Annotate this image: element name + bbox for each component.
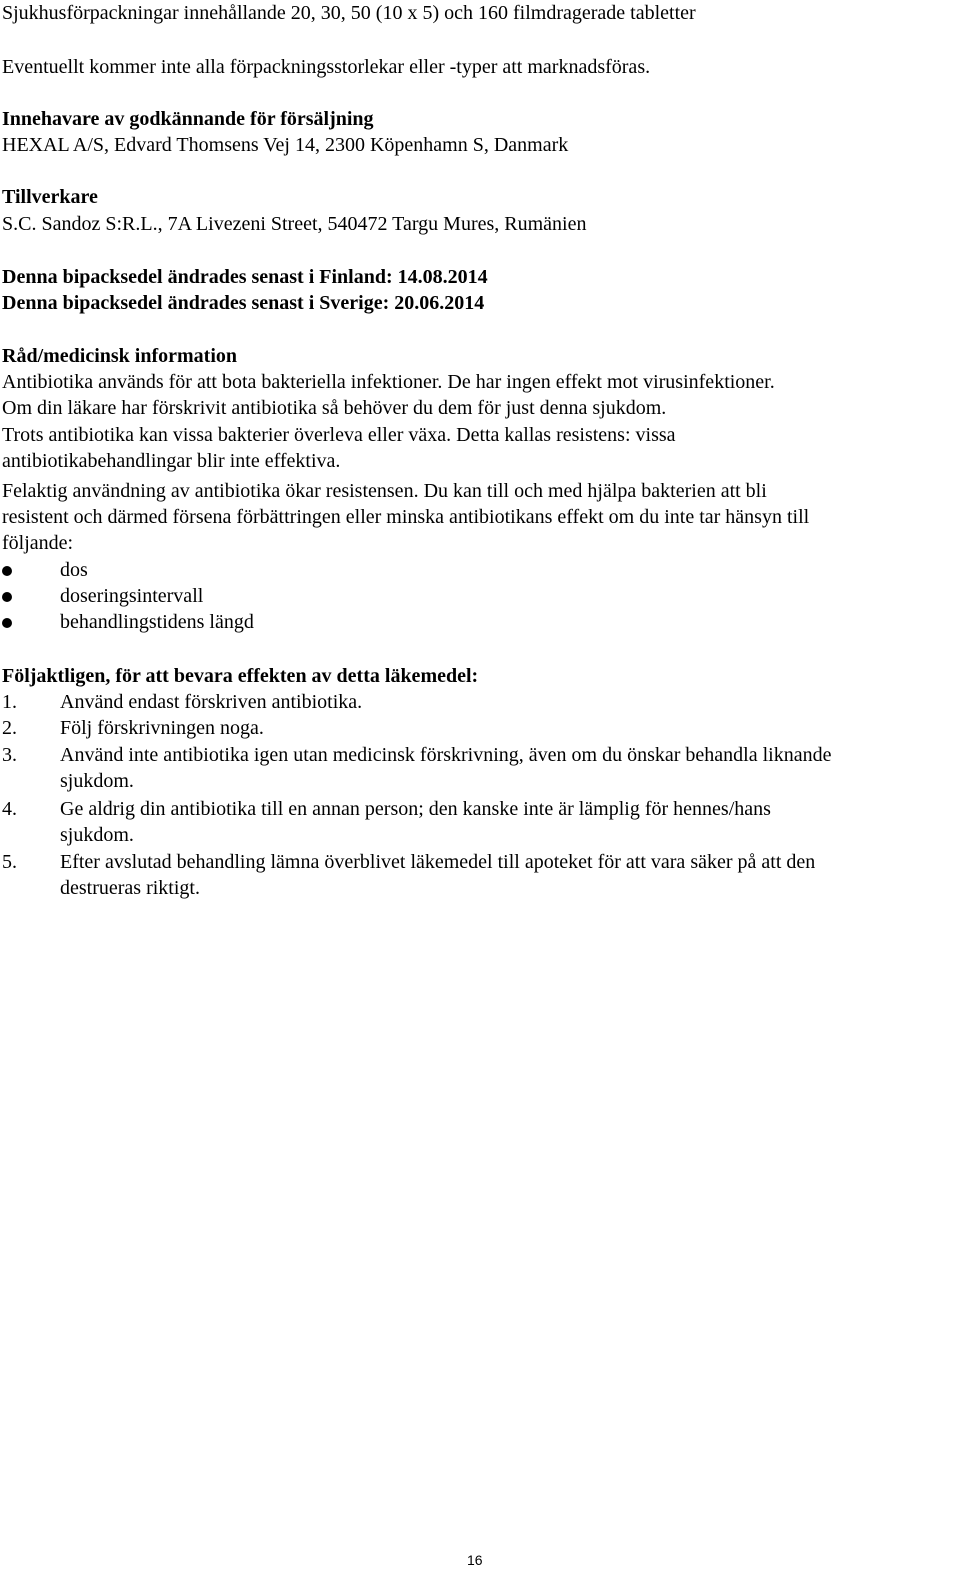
mah-heading: Innehavare av godkännande för försäljning — [2, 108, 374, 130]
mah-address: HEXAL A/S, Edvard Thomsens Vej 14, 2300 Köpenhamn S, Danmark — [2, 134, 569, 156]
pack-sizes-text: Sjukhusförpackningar innehållande 20, 30, 50 (10 x 5) och 160 filmdragerade tabletter — [2, 2, 696, 24]
list-item-text: sjukdom. — [60, 770, 134, 792]
advice-line: Felaktig användning av antibiotika ökar resistensen. Du kan till och med hjälpa bakterien att bli — [2, 480, 767, 502]
advice-line: resistent och därmed försena förbättringen eller minska antibiotikans effekt om du inte tar hänsyn till — [2, 506, 810, 528]
list-item-text: Använd endast förskriven antibiotika. — [60, 691, 363, 713]
advice-heading: Råd/medicinsk information — [2, 345, 238, 367]
marketing-note-text: Eventuellt kommer inte alla förpackningsstorlekar eller -typer att marknadsföras. — [2, 56, 651, 78]
bullet-icon — [2, 592, 12, 602]
list-number: 5. — [2, 851, 17, 873]
bullet-item: doseringsintervall — [60, 585, 204, 607]
advice-line: Trots antibiotika kan vissa bakterier överleva eller växa. Detta kallas resistens: vissa — [2, 424, 676, 446]
list-number: 3. — [2, 744, 17, 766]
list-number: 2. — [2, 717, 17, 739]
list-number: 1. — [2, 691, 17, 713]
list-item-text: Efter avslutad behandling lämna överblivet läkemedel till apoteket för att vara säker på att den — [60, 851, 816, 873]
advice-line: följande: — [2, 532, 74, 554]
bullet-item: dos — [60, 559, 88, 581]
list-item-text: sjukdom. — [60, 824, 134, 846]
advice-line: Om din läkare har förskrivit antibiotika så behöver du dem för just denna sjukdom. — [2, 397, 667, 419]
list-item-text: Använd inte antibiotika igen utan medicinsk förskrivning, även om du önskar behandla liknande — [60, 744, 832, 766]
advice-line: antibiotikabehandlingar blir inte effektiva. — [2, 450, 341, 472]
manufacturer-address: S.C. Sandoz S:R.L., 7A Livezeni Street, 540472 Targu Mures, Rumänien — [2, 213, 587, 235]
list-number: 4. — [2, 798, 17, 820]
page-number: 16 — [467, 1552, 483, 1568]
advice-line: Antibiotika används för att bota bakteriella infektioner. De har ingen effekt mot virusinfektioner. — [2, 371, 775, 393]
bullet-icon — [2, 566, 12, 576]
manufacturer-heading: Tillverkare — [2, 186, 98, 208]
list-item-text: Ge aldrig din antibiotika till en annan person; den kanske inte är lämplig för hennes/hans — [60, 798, 771, 820]
revised-sweden: Denna bipacksedel ändrades senast i Sverige: 20.06.2014 — [2, 292, 485, 314]
conclusion-heading: Följaktligen, för att bevara effekten av detta läkemedel: — [2, 665, 479, 687]
revised-finland: Denna bipacksedel ändrades senast i Finland: 14.08.2014 — [2, 266, 488, 288]
bullet-item: behandlingstidens längd — [60, 611, 254, 633]
list-item-text: Följ förskrivningen noga. — [60, 717, 264, 739]
list-item-text: destrueras riktigt. — [60, 877, 200, 899]
bullet-icon — [2, 618, 12, 628]
